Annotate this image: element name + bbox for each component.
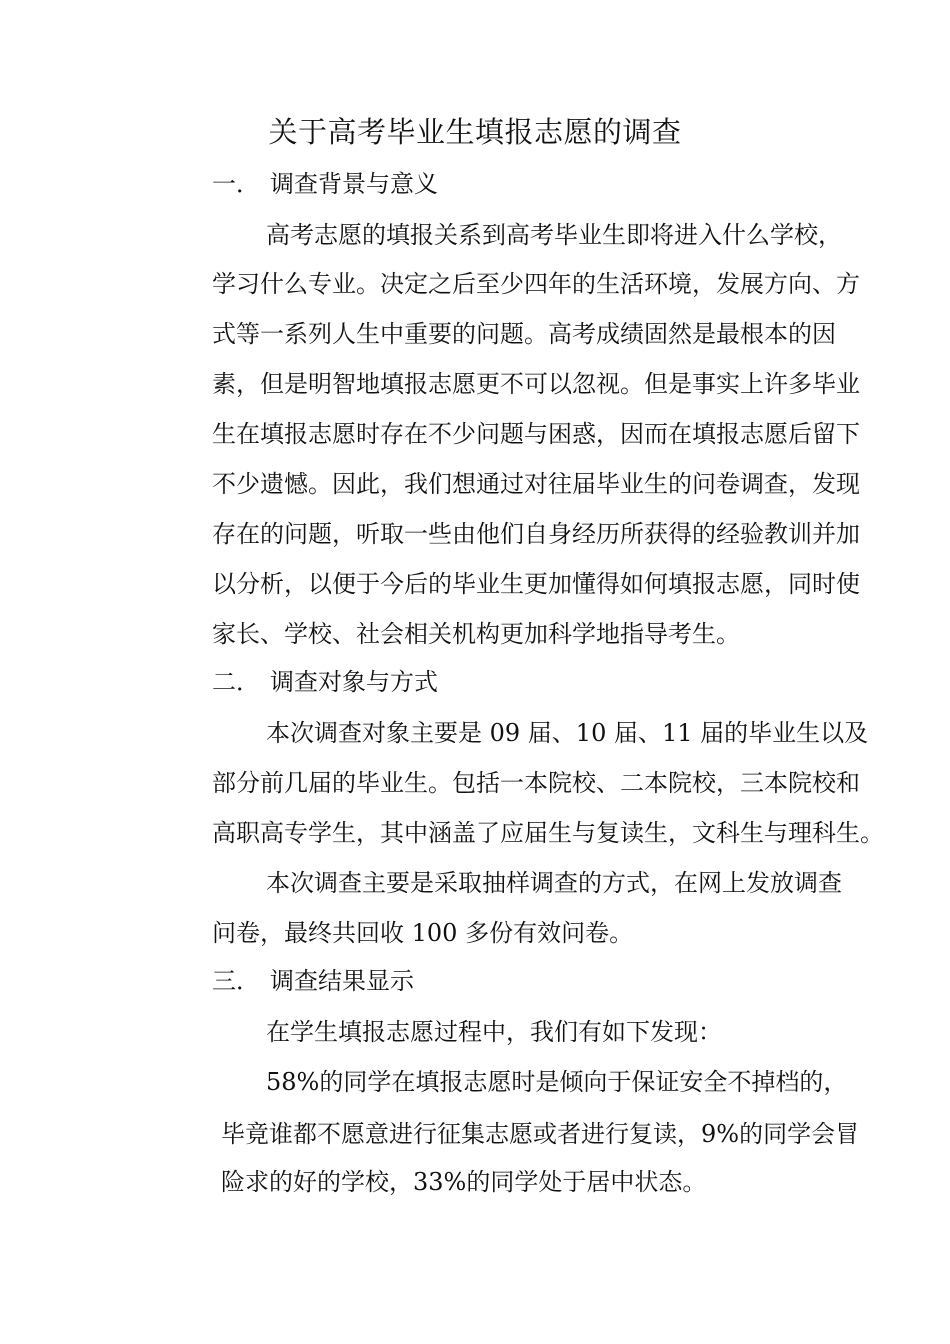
paragraph-line: 存在的问题，听取一些由他们自身经历所获得的经验教训并加 bbox=[212, 520, 860, 548]
paragraph-line: 式等一系列人生中重要的问题。高考成绩固然是最根本的因 bbox=[212, 320, 836, 348]
section-title: 调查背景与意义 bbox=[270, 170, 438, 198]
paragraph-line: 高考志愿的填报关系到高考毕业生即将进入什么学校， bbox=[266, 221, 842, 249]
paragraph-line: 毕竟谁都不愿意进行征集志愿或者进行复读，9%的同学会冒 bbox=[221, 1120, 860, 1148]
paragraph-line: 学习什么专业。决定之后至少四年的生活环境，发展方向、方 bbox=[212, 270, 860, 298]
paragraph-line: 本次调查主要是采取抽样调查的方式，在网上发放调查 bbox=[266, 869, 842, 897]
section-number: 二． bbox=[212, 668, 260, 696]
document-title: 关于高考毕业生填报志愿的调查 bbox=[268, 115, 682, 149]
paragraph-line: 高职高专学生，其中涵盖了应届生与复读生，文科生与理科生。 bbox=[212, 819, 884, 847]
section-number: 一． bbox=[212, 170, 260, 198]
section-heading-1 bbox=[212, 168, 438, 200]
paragraph-line: 问卷，最终共回收 100 多份有效问卷。 bbox=[212, 919, 634, 947]
paragraph-line: 家长、学校、社会相关机构更加科学地指导考生。 bbox=[212, 620, 740, 648]
paragraph-line: 生在填报志愿时存在不少问题与困惑，因而在填报志愿后留下 bbox=[212, 420, 860, 448]
section-title: 调查结果显示 bbox=[270, 967, 414, 995]
paragraph-line: 素，但是明智地填报志愿更不可以忽视。但是事实上许多毕业 bbox=[212, 370, 860, 398]
section-heading-3 bbox=[212, 965, 414, 997]
paragraph-line: 以分析，以便于今后的毕业生更加懂得如何填报志愿，同时使 bbox=[212, 570, 860, 598]
section-title: 调查对象与方式 bbox=[270, 668, 438, 696]
section-number: 三． bbox=[212, 967, 260, 995]
paragraph-line: 部分前几届的毕业生。包括一本院校、二本院校，三本院校和 bbox=[212, 769, 860, 797]
paragraph-line: 不少遗憾。因此，我们想通过对往届毕业生的问卷调查，发现 bbox=[212, 470, 860, 498]
paragraph-line: 58%的同学在填报志愿时是倾向于保证安全不掉档的， bbox=[266, 1068, 848, 1096]
paragraph-line: 本次调查对象主要是 09 届、10 届、11 届的毕业生以及 bbox=[266, 719, 869, 747]
paragraph-line: 险求的好的学校，33%的同学处于居中状态。 bbox=[221, 1168, 707, 1196]
section-heading-2 bbox=[212, 666, 438, 698]
paragraph-line: 在学生填报志愿过程中，我们有如下发现： bbox=[266, 1018, 722, 1046]
